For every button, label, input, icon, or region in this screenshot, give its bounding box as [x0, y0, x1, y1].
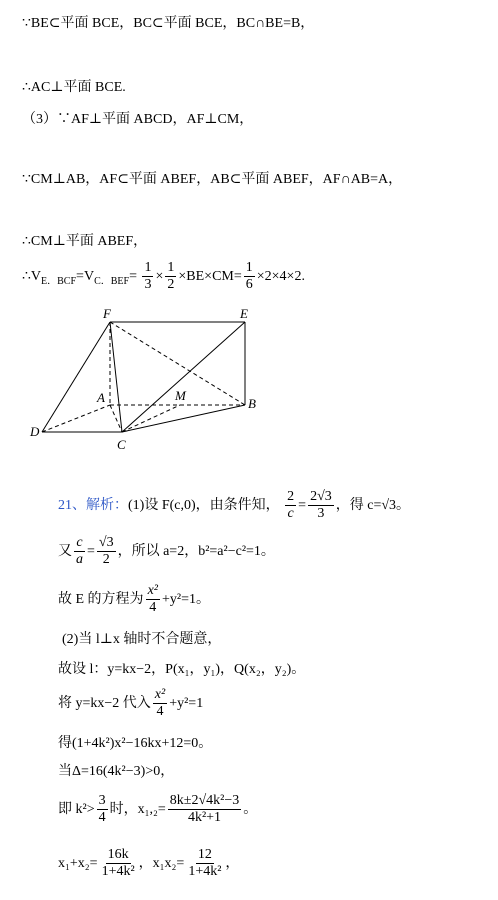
frac-num: √3 [98, 535, 114, 551]
frac-num: 1 [144, 260, 152, 276]
v-sub-2: C．BEF [94, 275, 130, 287]
volume-formula [22, 260, 305, 294]
edge-FD [42, 322, 110, 432]
fraction-1-3 [142, 260, 153, 293]
frac-num: 8k±2√4k²−3 [169, 793, 240, 809]
question-number: 21、 [58, 498, 86, 513]
edge-CE [122, 322, 245, 432]
fraction-sum [100, 847, 137, 880]
frac-den: 4 [156, 704, 164, 720]
frac-num: x² [154, 687, 166, 703]
edge-CB [122, 405, 245, 432]
q21-p9a: 即 k²> [58, 802, 95, 817]
q21-line-5: 故设 l：y=kx−2，P(x₁，y₁)，Q(x₂，y₂)。 [58, 662, 306, 677]
q21-line-2 [58, 534, 275, 570]
label-A: A [97, 390, 105, 405]
q21-p10a: x₁+x₂= [58, 856, 98, 871]
frac-den: 4 [149, 600, 157, 616]
q21-line-3 [58, 582, 210, 618]
frac-num: 12 [197, 847, 212, 863]
q21-p10b: ，x₁x₂= [138, 856, 185, 871]
q21-p3a: 故 E 的方程为 [58, 592, 144, 607]
text-line-2: ∴AC⊥平面 BCE. [22, 80, 126, 95]
frac-den: a [76, 552, 83, 568]
q21-p9b: 时，x₁,₂= [109, 802, 166, 817]
fraction-2sqrt3-3 [308, 489, 334, 522]
q21-line-8: 当Δ=16(4k²−3)>0， [58, 764, 175, 779]
frac-num: c [76, 535, 83, 551]
frac-num: 1 [167, 260, 175, 276]
fraction-roots [168, 793, 241, 826]
frac-num: 3 [98, 793, 106, 809]
fraction-1-2 [165, 260, 176, 293]
fraction-2-c [285, 489, 296, 522]
q21-p6b: +y²=1 [169, 696, 204, 711]
q21-p3b: +y²=1。 [161, 592, 210, 607]
frac-den: 3 [144, 277, 152, 293]
times-1: × [155, 269, 164, 284]
q21-line-6 [58, 686, 203, 722]
fraction-product [186, 847, 223, 880]
frac-num: 16k [107, 847, 129, 863]
frac-den: 6 [245, 277, 253, 293]
fraction-c-a [74, 535, 85, 568]
label-E: E [240, 306, 248, 321]
frac-den: 1+4k² [101, 864, 135, 880]
frac-den: c [287, 506, 294, 522]
q21-p2eq: = [87, 544, 95, 559]
geometry-figure [0, 302, 498, 452]
q21-line-9 [58, 790, 257, 830]
q21-line-7: 得(1+4k²)x²−16kx+12=0。 [58, 736, 213, 751]
fraction-1-6 [244, 260, 255, 293]
frac-den: 2 [167, 277, 175, 293]
q21-line-4: (2)当 l⊥x 轴时不合题意， [62, 632, 222, 647]
frac-den: 2 [102, 552, 110, 568]
frac-num: 2√3 [310, 489, 332, 505]
v-mid: ×BE×CM= [178, 269, 242, 284]
label-F: F [103, 306, 111, 321]
v-eq-2: = [129, 269, 137, 284]
text-line-1: ∵BE⊂平面 BCE，BC⊂平面 BCE，BC∩BE=B， [22, 16, 315, 31]
edge-CM [122, 405, 180, 432]
text-line-4: ∵CM⊥AB，AF⊂平面 ABEF，AB⊂平面 ABEF，AF∩AB=A， [22, 172, 403, 187]
q21-line-10 [58, 844, 239, 884]
label-B: B [248, 396, 256, 411]
jiexi-label: 解析： [86, 498, 128, 513]
frac-num: x² [147, 583, 158, 599]
q21-line-1 [58, 488, 410, 524]
q21-p6a: 将 y=kx−2 代入 [58, 696, 151, 711]
q21-eq: = [298, 498, 307, 513]
v-end: ×2×4×2. [256, 269, 305, 284]
edge-FC [110, 322, 122, 432]
label-D: D [30, 424, 40, 439]
q21-p9c: 。 [243, 802, 258, 817]
q21-p1b: ，得 c=√3。 [335, 498, 411, 513]
frac-den: 3 [317, 506, 325, 522]
frac-num: 2 [287, 489, 295, 505]
fraction-x2-4-b [153, 687, 167, 720]
v-sub-1: E．BCF [41, 275, 77, 287]
fraction-3-4 [97, 793, 108, 826]
label-C: C [117, 437, 126, 452]
fraction-x2-4 [146, 583, 160, 616]
q21-p1a: (1)设 F(c,0)，由条件知， [128, 498, 280, 513]
edge-DA [42, 405, 110, 432]
v-prefix: ∴V [22, 269, 42, 284]
label-M: M [175, 388, 186, 403]
text-line-5: ∴CM⊥平面 ABEF， [22, 234, 148, 249]
frac-den: 1+4k² [188, 864, 222, 880]
text-line-3: （3）∵AF⊥平面 ABCD，AF⊥CM， [22, 112, 254, 127]
q21-p2a: 又 [58, 544, 72, 559]
frac-den: 4 [98, 810, 106, 826]
q21-p2b: ，所以 a=2，b²=a²−c²=1。 [117, 544, 275, 559]
fraction-sqrt3-2 [97, 535, 116, 568]
q21-p10c: ， [225, 856, 240, 871]
frac-den: 4k²+1 [187, 810, 222, 826]
frac-num: 1 [245, 260, 253, 276]
v-eq-1: =V [76, 269, 95, 284]
